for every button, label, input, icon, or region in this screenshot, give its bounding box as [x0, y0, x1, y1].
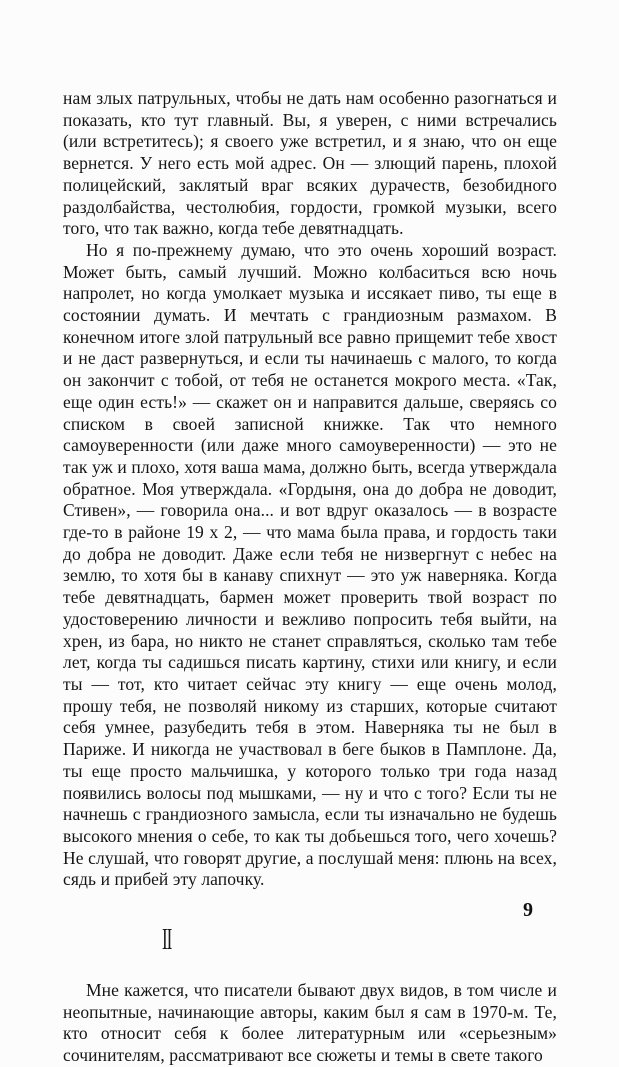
- paragraph-2: Но я по-прежнему думаю, что это очень хороший возраст. Может быть, самый лучший. Можно колбаситься всю ночь напролет, но когда умолкает музыка и иссякает пиво, ты еще в состоянии думать. И мечтать с грандиозным размахом. В конечном итоге злой патрульный все равно прищемит тебе хвост и не даст развернуться, и если ты начинаешь с малого, то когда он закончит с тобой, от тебя не останется мокрого места. «Так, еще один есть!» — скажет он и направится дальше, сверяясь со списком в своей записной книжке. Так что немного самоуверенности (или даже много самоуверенности) — это не так уж и плохо, хотя ваша мама, должно быть, всегда утверждала обратное. Моя утверждала. «Гордыня, она до добра не доводит, Стивен», — говорила она... и вот вдруг оказалось — в возрасте где-то в районе 19 х 2, — что мама была права, и гордость таки до добра не доводит. Даже если тебя не низвергнут с небес на землю, то хотя бы в канаву спихнут — это уж наверняка. Когда тебе девятнадцать, бармен может проверить твой возраст по удостоверению личности и вежливо попросить тебя выйти, на хрен, из бара, но никто не станет справляться, сколько там тебе лет, когда ты садишься писать картину, стихи или книгу, и если ты — тот, кто читает сейчас эту книгу — еще очень молод, прошу тебя, не позволяй никому из старших, которые считают себя умнее, разубедить тебя в этом. Наверняка ты не был в Париже. И никогда не участвовал в беге быков в Памплоне. Да, ты еще просто мальчишка, у которого только три года назад появились волосы под мышками, — ну и что с того? Если ты не начнешь с грандиозного замысла, если ты изначально не будешь высокого мнения о себе, то как ты добьешься того, чего хочешь? Не слушай, что говорят другие, а послушай меня: плюнь на всех, сядь и прибей эту лапочку.: [63, 239, 557, 890]
- page-number: 9: [523, 899, 533, 921]
- section-divider: [63, 921, 557, 957]
- paragraph-3: Мне кажется, что писатели бывают двух видов, в том числе и неопытные, начинающие авторы, каким был я сам в 1970-м. Те, кто относит себя к более литературным или «серьезным» сочинителям, рассматривают все сюжеты и темы в свете такого: [63, 980, 557, 1066]
- paragraph-continuation: нам злых патрульных, чтобы не дать нам особенно разогнаться и показать, кто тут главный. Вы, я уверен, с ними встречались (или встретитесь); я своего уже встретил, и я знаю, что он еще вернется. У него есть мой адрес. Он — злющий парень, плохой полицейский, заклятый враг всяких дурачеств, безобидного раздолбайства, честолюбия, гордости, громкой музыки, всего того, что так важно, когда тебе девятнадцать.: [63, 88, 557, 239]
- text-block: [63, 88, 557, 1067]
- section-numeral: II: [162, 921, 172, 957]
